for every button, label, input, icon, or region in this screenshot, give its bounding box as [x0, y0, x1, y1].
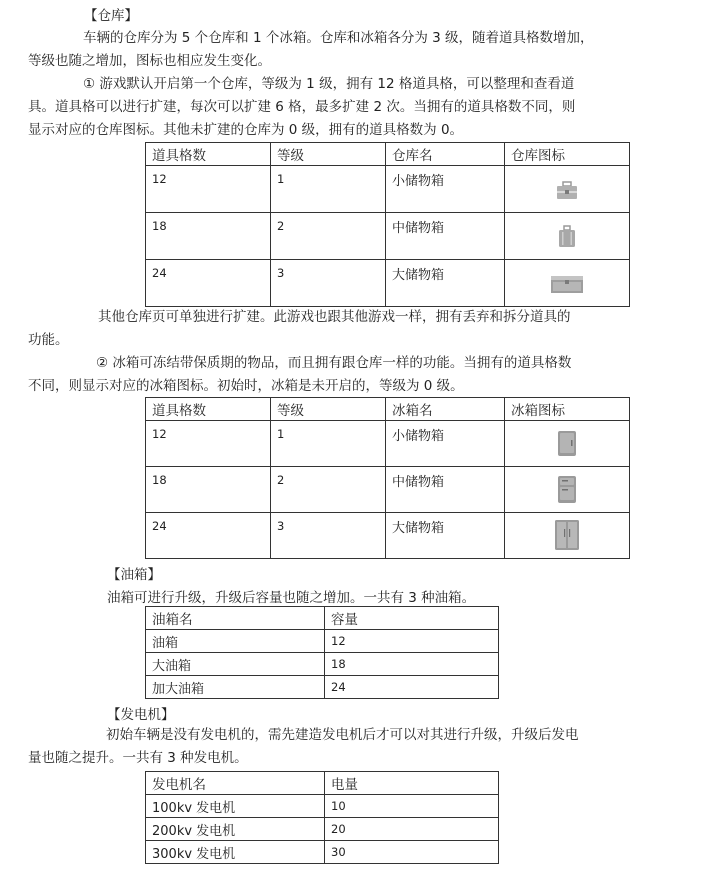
- warehouse-heading: 【仓库】: [84, 8, 138, 24]
- cell-name: 300kv 发电机: [146, 841, 325, 864]
- cell-value: 12: [325, 630, 499, 653]
- cell-name: 油箱: [146, 630, 325, 653]
- cell-slots: 18: [146, 467, 271, 513]
- cell-value: 18: [325, 653, 499, 676]
- header-fuel-name: 油箱名: [146, 607, 325, 630]
- fuel-heading: 【油箱】: [107, 567, 161, 583]
- header-level: 等级: [271, 398, 386, 421]
- header-power: 电量: [325, 772, 499, 795]
- table-row: [146, 841, 499, 864]
- warehouse-intro-line-2: 等级也随之增加，图标也相应发生变化。: [28, 53, 271, 69]
- cell-icon: [505, 421, 630, 467]
- header-generator-name: 发电机名: [146, 772, 325, 795]
- fuel-intro: 油箱可进行升级，升级后容量也随之增加。一共有 3 种油箱。: [107, 590, 476, 606]
- cell-value: 10: [325, 795, 499, 818]
- cell-level: 2: [271, 467, 386, 513]
- fridge-p2-line-1: ② 冰箱可冻结带保质期的物品，而且拥有跟仓库一样的功能。当拥有的道具格数: [96, 355, 572, 371]
- table-row: [146, 421, 630, 467]
- cell-name: 中储物箱: [386, 213, 505, 260]
- cell-level: 3: [271, 260, 386, 307]
- table-row: [146, 467, 630, 513]
- cell-level: 1: [271, 166, 386, 213]
- header-slots: 道具格数: [146, 398, 271, 421]
- fridge-p2-line-2: 不同，则显示对应的冰箱图标。初始时，冰箱是未开启的，等级为 0 级。: [28, 378, 464, 394]
- header-icon: 冰箱图标: [505, 398, 630, 421]
- cell-slots: 12: [146, 421, 271, 467]
- cell-name: 小储物箱: [386, 421, 505, 467]
- table-row: [146, 795, 499, 818]
- header-name: 仓库名: [386, 143, 505, 166]
- fuel-table: [145, 606, 499, 699]
- table-row: [146, 166, 630, 213]
- header-icon: 仓库图标: [505, 143, 630, 166]
- table-row: [146, 213, 630, 260]
- header-level: 等级: [271, 143, 386, 166]
- cell-level: 3: [271, 513, 386, 559]
- cell-name: 100kv 发电机: [146, 795, 325, 818]
- table-row: [146, 676, 499, 699]
- medium-fridge-icon: [556, 475, 578, 505]
- cell-icon: [505, 213, 630, 260]
- medium-suitcase-icon: [556, 225, 578, 249]
- cell-name: 大储物箱: [386, 260, 505, 307]
- table-row: [146, 260, 630, 307]
- warehouse-p1-line-2: 具。道具格可以进行扩建，每次可以扩建 6 格，最多扩建 2 次。当拥有的道具格数不同，则: [28, 99, 576, 115]
- cell-name: 中储物箱: [386, 467, 505, 513]
- header-name: 冰箱名: [386, 398, 505, 421]
- generator-table: [145, 771, 499, 864]
- cell-value: 30: [325, 841, 499, 864]
- header-slots: 道具格数: [146, 143, 271, 166]
- cell-value: 20: [325, 818, 499, 841]
- warehouse-after-line-1: 其他仓库页可单独进行扩建。此游戏也跟其他游戏一样，拥有丢弃和拆分道具的: [98, 309, 571, 325]
- cell-level: 2: [271, 213, 386, 260]
- cell-icon: [505, 260, 630, 307]
- small-suitcase-icon: [555, 180, 579, 202]
- warehouse-after-line-2: 功能。: [28, 332, 69, 348]
- cell-name: 大储物箱: [386, 513, 505, 559]
- fridge-table: [145, 397, 630, 559]
- cell-icon: [505, 166, 630, 213]
- cell-slots: 24: [146, 260, 271, 307]
- cell-icon: [505, 513, 630, 559]
- cell-slots: 12: [146, 166, 271, 213]
- cell-level: 1: [271, 421, 386, 467]
- cell-slots: 24: [146, 513, 271, 559]
- large-chest-icon: [550, 273, 584, 295]
- warehouse-p1-line-3: 显示对应的仓库图标。其他未扩建的仓库为 0 级，拥有的道具格数为 0。: [28, 122, 464, 138]
- warehouse-p1-line-1: ① 游戏默认开启第一个仓库，等级为 1 级，拥有 12 格道具格，可以整理和查看道: [83, 76, 575, 92]
- cell-name: 加大油箱: [146, 676, 325, 699]
- cell-icon: [505, 467, 630, 513]
- header-capacity: 容量: [325, 607, 499, 630]
- large-fridge-icon: [554, 519, 580, 551]
- cell-slots: 18: [146, 213, 271, 260]
- table-row: [146, 653, 499, 676]
- table-row: [146, 513, 630, 559]
- cell-name: 小储物箱: [386, 166, 505, 213]
- warehouse-table: [145, 142, 630, 307]
- generator-heading: 【发电机】: [107, 707, 175, 723]
- cell-name: 大油箱: [146, 653, 325, 676]
- table-row: [146, 818, 499, 841]
- cell-name: 200kv 发电机: [146, 818, 325, 841]
- generator-intro-line-1: 初始车辆是没有发电机的，需先建造发电机后才可以对其进行升级，升级后发电: [106, 727, 579, 743]
- generator-intro-line-2: 量也随之提升。一共有 3 种发电机。: [28, 750, 248, 766]
- table-row: [146, 630, 499, 653]
- cell-value: 24: [325, 676, 499, 699]
- small-fridge-icon: [556, 430, 578, 458]
- warehouse-intro-line-1: 车辆的仓库分为 5 个仓库和 1 个冰箱。仓库和冰箱各分为 3 级，随着道具格数增加，: [83, 30, 594, 46]
